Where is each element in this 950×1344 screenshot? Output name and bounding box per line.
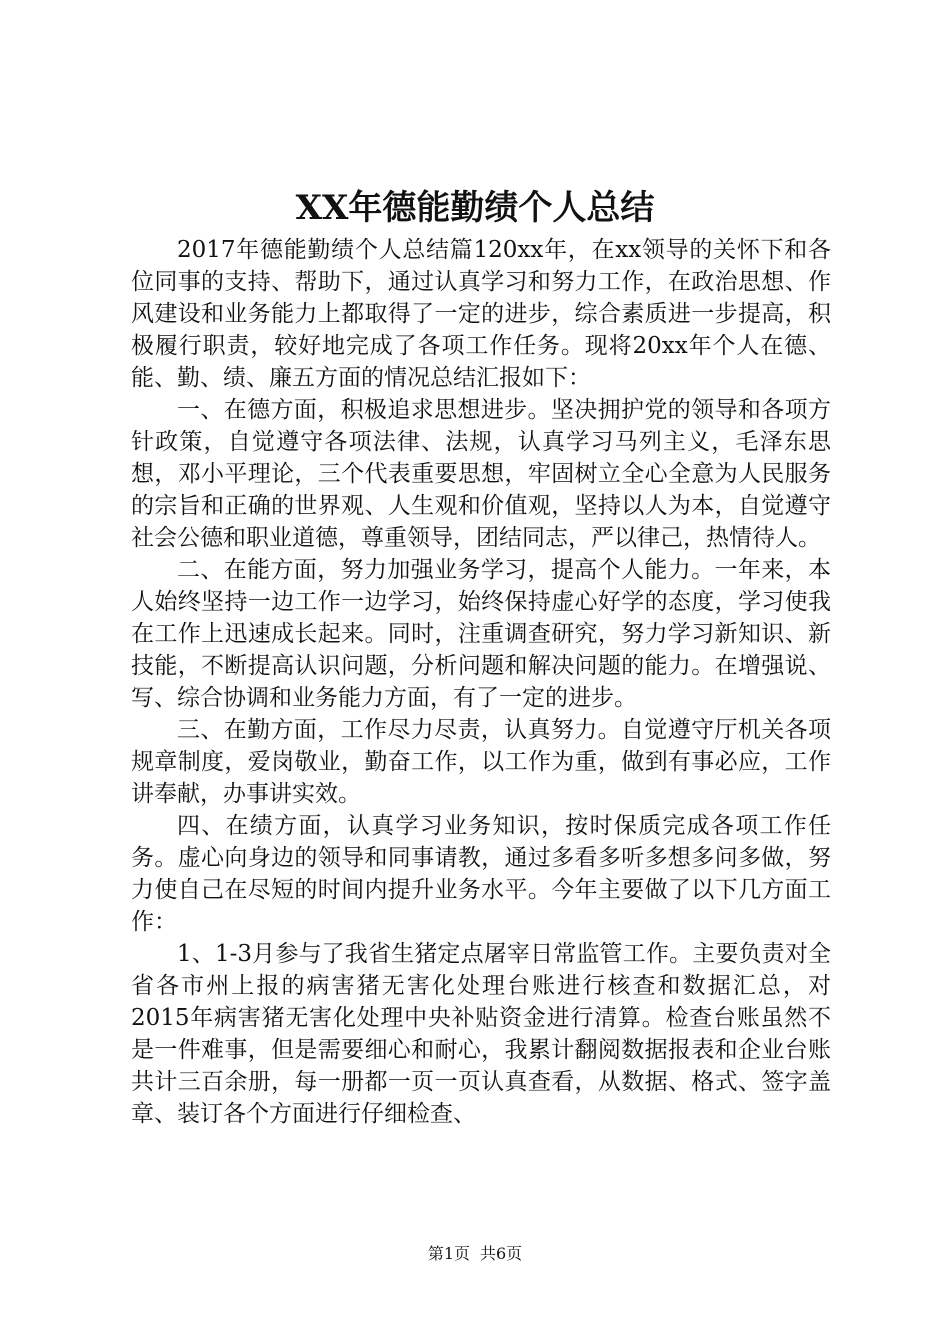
paragraph-qin: 三、在勤方面，工作尽力尽责，认真努力。自觉遵守厅机关各项规章制度，爱岗敬业，勤奋工作，以工作为重，做到有事必应，工作讲奉献，办事讲实效。 <box>131 717 831 807</box>
paragraph-de: 一、在德方面，积极追求思想进步。坚决拥护党的领导和各项方针政策，自觉遵守各项法律、法规，认真学习马列主义，毛泽东思想，邓小平理论，三个代表重要思想，牢固树立全心全意为人民服务的宗旨和正确的世界观、人生观和价值观，坚持以人为本，自觉遵守社会公德和职业道德，尊重领导，团结同志，严以律己，热情待人。 <box>131 397 831 551</box>
paragraph-intro: 2017年德能勤绩个人总结篇120xx年，在xx领导的关怀下和各位同事的支持、帮助下，通过认真学习和努力工作，在政治思想、作风建设和业务能力上都取得了一定的进步，综合素质进一步提高，积极履行职责，较好地完成了各项工作任务。现将20xx年个人在德、能、勤、绩、廉五方面的情况总结汇报如下： <box>131 237 831 391</box>
paragraph-neng: 二、在能方面，努力加强业务学习，提高个人能力。一年来，本人始终坚持一边工作一边学习，始终保持虚心好学的态度，学习使我在工作上迅速成长起来。同时，注重调查研究，努力学习新知识、新技能，不断提高认识问题，分析问题和解决问题的能力。在增强说、写、综合协调和业务能力方面，有了一定的进步。 <box>131 557 831 711</box>
document-body <box>131 234 831 1130</box>
paragraph-item-1: 1、1-3月参与了我省生猪定点屠宰日常监管工作。主要负责对全省各市州上报的病害猪无害化处理台账进行核查和数据汇总，对2015年病害猪无害化处理中央补贴资金进行清算。检查台账虽然不是一件难事，但是需要细心和耐心，我累计翻阅数据报表和企业台账共计三百余册，每一册都一页一页认真查看，从数据、格式、签字盖章、装订各个方面进行仔细检查、 <box>131 941 831 1127</box>
page-number-total: 共6页 <box>480 1244 523 1263</box>
paragraph-ji: 四、在绩方面，认真学习业务知识，按时保质完成各项工作任务。虚心向身边的领导和同事请教，通过多看多听多想多问多做，努力使自己在尽短的时间内提升业务水平。今年主要做了以下几方面工作： <box>131 813 831 935</box>
page-footer <box>0 1243 950 1265</box>
page-number-current: 第1页 <box>427 1244 470 1263</box>
document-title: XX年德能勤绩个人总结 <box>295 188 655 228</box>
